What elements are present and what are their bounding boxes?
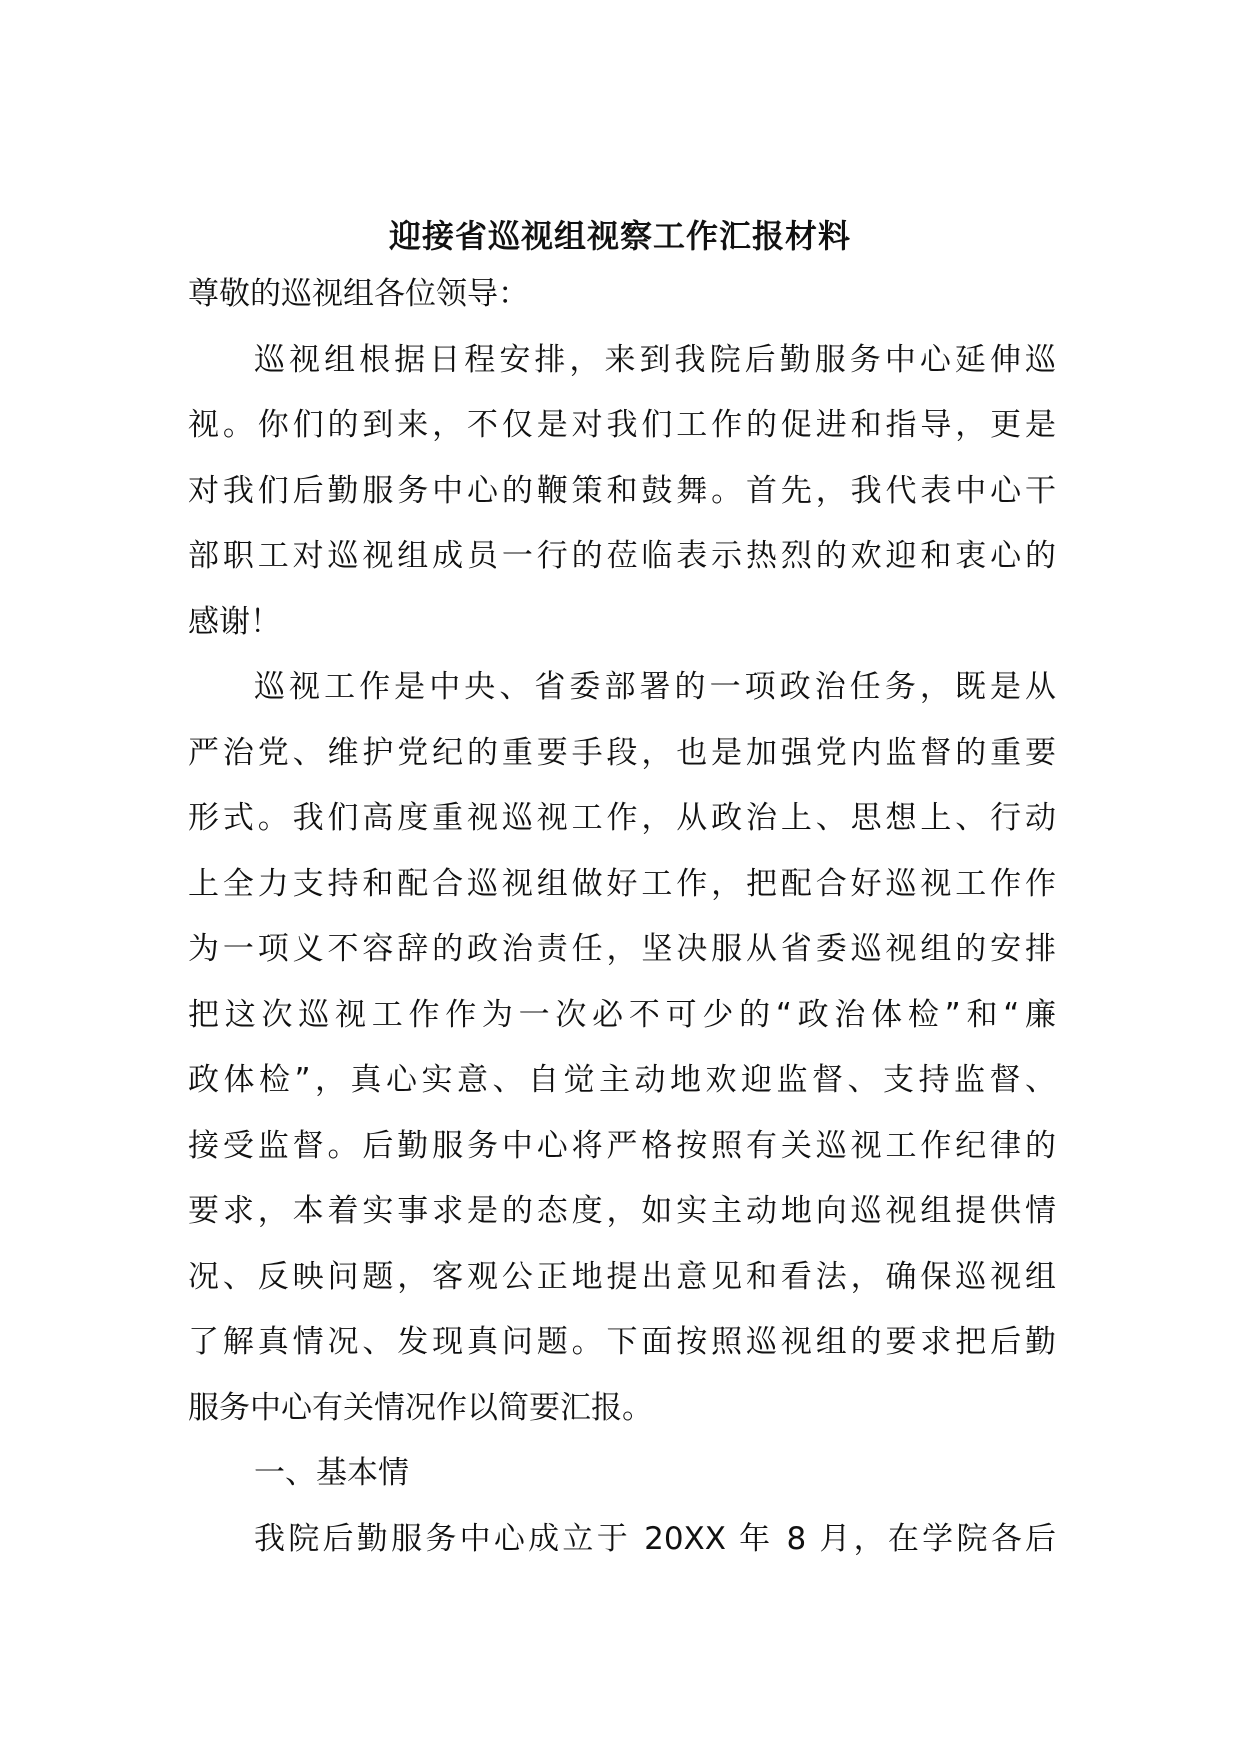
paragraph-line: 把这次巡视工作作为一次必不可少的“政治体检”和“廉 — [188, 996, 1056, 1033]
paragraph-line: 政体检”，真心实意、自觉主动地欢迎监督、支持监督、 — [188, 1062, 1056, 1098]
paragraph-line: 视。你们的到来，不仅是对我们工作的促进和指导，更是 — [188, 407, 1056, 443]
section-heading-line: 一、基本情 — [254, 1455, 409, 1491]
paragraph-line: 形式。我们高度重视巡视工作，从政治上、思想上、行动 — [188, 800, 1056, 836]
paragraph-line: 部职工对巡视组成员一行的莅临表示热烈的欢迎和衷心的 — [188, 538, 1056, 574]
paragraph-welcome — [188, 328, 1056, 656]
paragraph-line: 严治党、维护党纪的重要手段，也是加强党内监督的重要 — [188, 734, 1056, 771]
paragraph-inspection-work — [188, 655, 1056, 1441]
section-heading-basic-info — [188, 1441, 1056, 1507]
paragraph-line: 对我们后勤服务中心的鞭策和鼓舞。首先，我代表中心干 — [188, 472, 1056, 509]
paragraph-line: 况、反映问题，客观公正地提出意见和看法，确保巡视组 — [188, 1258, 1056, 1295]
document-body — [188, 262, 1056, 1572]
paragraph-line: 接受监督。后勤服务中心将严格按照有关巡视工作纪律的 — [188, 1127, 1056, 1164]
paragraph-line: 要求，本着实事求是的态度，如实主动地向巡视组提供情 — [188, 1193, 1056, 1229]
paragraph-line: 巡视组根据日程安排，来到我院后勤服务中心延伸巡 — [254, 341, 1056, 378]
paragraph-line: 服务中心有关情况作以简要汇报。 — [188, 1389, 653, 1426]
document-title: 迎接省巡视组视察工作汇报材料 — [388, 217, 851, 255]
paragraph-line: 为一项义不容辞的政治责任，坚决服从省委巡视组的安排 — [188, 931, 1056, 967]
salutation-line: 尊敬的巡视组各位领导： — [188, 276, 529, 312]
paragraph-line: 上全力支持和配合巡视组做好工作，把配合好巡视工作作 — [188, 865, 1056, 902]
salutation-paragraph — [188, 262, 1056, 328]
paragraph-line: 感谢！ — [188, 603, 281, 640]
paragraph-basic-info — [188, 1507, 1056, 1573]
paragraph-line: 巡视工作是中央、省委部署的一项政治任务，既是从 — [254, 669, 1056, 705]
paragraph-line: 我院后勤服务中心成立于 20XX 年 8 月，在学院各后 — [254, 1520, 1056, 1557]
paragraph-line: 了解真情况、发现真问题。下面按照巡视组的要求把后勤 — [188, 1324, 1056, 1360]
